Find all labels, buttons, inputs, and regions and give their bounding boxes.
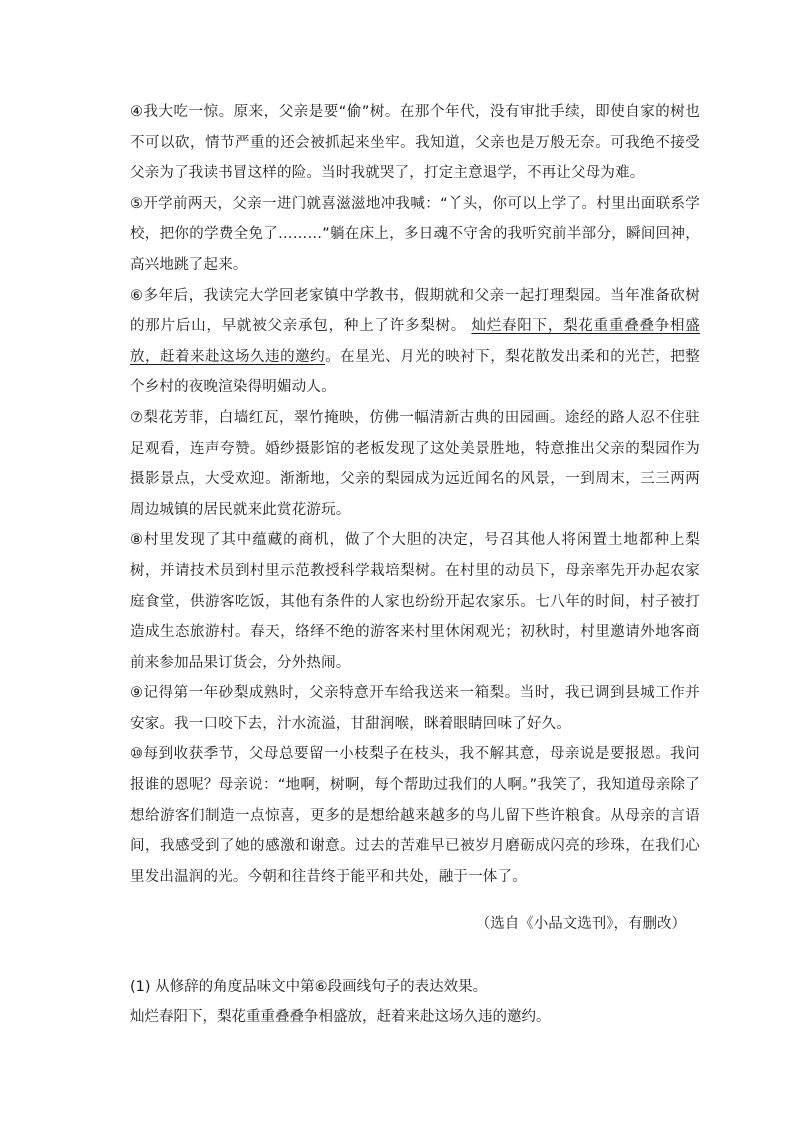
paragraph-10: ⑩每到收获季节，父母总要留一小枝梨子在枝头，我不解其意，母亲说是要报恩。我问报谁的恩呢？母亲说：“地啊，树啊，每个帮助过我们的人啊。”我笑了，我知道母亲除了想给游客们制造一点惊喜，更多的是想给越来越多的鸟儿留下些许粮食。从母亲的言语间，我感受到了她的感激和谢意。过去的苦难早已被岁月磨砺成闪亮的珍珠，在我们心里发出温润的光。今朝和往昔终于能平和共处，融于一体了。 bbox=[130, 746, 700, 885]
paragraph-5: ⑤开学前两天，父亲一进门就喜滋滋地冲我喊：“丫头，你可以上学了。村里出面联系学校，把你的学费全免了………”躺在床上，多日魂不守舍的我听究前半部分，瞬间回神，高兴地跳了起来。 bbox=[130, 195, 700, 273]
paragraph-4: ④我大吃一惊。原来，父亲是要“偷”树。在那个年代，没有审批手续，即使自家的树也不可以砍，情节严重的还会被抓起来坐牢。我知道，父亲也是万般无奈。可我绝不接受父亲为了我读书冒这样的险。当时我就哭了，打定主意退学，不再让父母为难。 bbox=[130, 104, 700, 182]
underlined-sentence: 灿烂春阳下，梨花重重叠叠争相盛放，赶着来赴这场久违的邀约 bbox=[130, 318, 701, 365]
paragraph-6-after: 。在星光、月光的映衬下，梨花散发出柔和的光芒，把整个乡村的夜晚渲染得明媚动人。 bbox=[130, 348, 700, 396]
question-prompt: (1) 从修辞的角度品味文中第⑥段画线句子的表达效果。 bbox=[130, 979, 488, 995]
paragraph-9: ⑨记得第一年砂梨成熟时，父亲特意开车给我送来一箱梨。当时，我已调到县城工作并安家。我一口咬下去，汁水流溢，甘甜润喉，眯着眼睛回味了好久。 bbox=[130, 685, 700, 732]
paragraph-8: ⑧村里发现了其中蕴藏的商机，做了个大胆的决定，号召其他人将闲置土地都种上梨树，并请技术员到村里示范教授科学栽培梨树。在村里的动员下，母亲率先开办起农家庭食堂，供游客吃饭，其他有条件的人家也纷纷开起农家乐。七八年的时间，村子被打造成生态旅游村。春天，络绎不绝的游客来村里休闲观光；初秋时，村里邀请外地客商前来参加品果订货会，分外热闹。 bbox=[130, 532, 700, 671]
paragraph-6 bbox=[130, 281, 700, 403]
source-citation: （选自《小品文选刊》，有删改） bbox=[475, 916, 686, 932]
article-body bbox=[130, 97, 700, 892]
question-quote: 灿烂春阳下，梨花重重叠叠争相盛放，赶着来赴这场久违的邀约。 bbox=[130, 1009, 551, 1025]
paragraph-6-before: ⑥多年后，我读完大学回老家镇中学教书，假期就和父亲一起打理梨园。当年准备砍树的那片后山，早就被父亲承包，种上了许多梨树。 bbox=[130, 287, 700, 335]
paragraph-7: ⑦梨花芳菲，白墙红瓦，翠竹掩映，仿佛一幅清新古典的田园画。途经的路人忍不住驻足观看，连声夸赞。婚纱摄影馆的老板发现了这处美景胜地，特意推出父亲的梨园作为摄影景点，大受欢迎。渐渐地，父亲的梨园成为远近闻名的风景，一到周末，三三两两周边城镇的居民就来此赏花游玩。 bbox=[130, 409, 700, 518]
question-block bbox=[130, 972, 700, 1032]
